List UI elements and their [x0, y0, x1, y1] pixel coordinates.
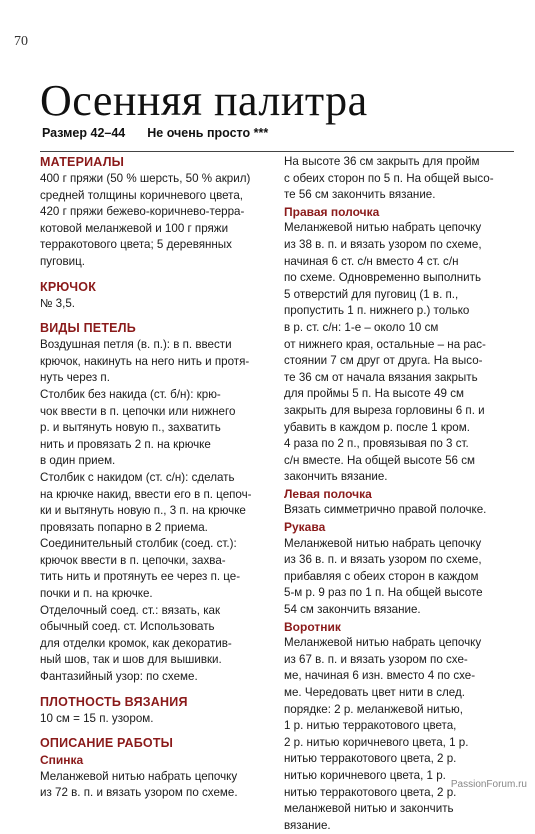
density-text: 10 см = 15 п. узором.: [40, 711, 154, 725]
text-line: Соединительный столбик (соед. ст.):: [40, 537, 237, 551]
right-front-heading: Правая полочка: [284, 204, 380, 219]
text-line: чок ввести в п. цепочки или нижнего: [40, 404, 236, 418]
sleeve-heading: Рукава: [284, 520, 326, 535]
text-line: нуть через п.: [40, 371, 110, 385]
back-heading: Спинка: [40, 753, 84, 768]
text-line: 400 г пряжи (50 % шерсть, 50 % акрил): [40, 172, 251, 185]
text-line: по схеме. Одновременно выполнить: [284, 271, 482, 285]
left-column: [40, 154, 275, 802]
text-line: крючок ввести в п. цепочки, захва-: [40, 553, 226, 567]
text-line: на крючке накид, ввести его в п. цепоч-: [40, 487, 252, 501]
text-line: закончить вязание.: [284, 470, 388, 484]
text-line: с/н вместе. На общей высоте 56 см: [284, 453, 475, 467]
text-line: 5-м р. 9 раз по 1 п. На общей высоте: [284, 586, 483, 600]
text-line: для проймы 5 п. На высоте 49 см: [284, 387, 464, 401]
text-line: те 56 см закончить вязание.: [284, 188, 436, 202]
text-line: из 36 в. п. и вязать узором по схеме,: [284, 553, 482, 567]
text-line: Меланжевой нитью набрать цепочку: [284, 536, 482, 550]
text-line: крючок, накинуть на него нить и протя-: [40, 354, 250, 368]
text-line: ме. Чередовать цвет нити в след.: [284, 686, 465, 699]
text-line: для отделки кромок, как декоратив-: [40, 636, 232, 650]
text-line: закрыть для выреза горловины 6 п. и: [284, 403, 485, 417]
text-line: нитью терракотового цвета, 2 р.: [284, 752, 457, 766]
text-line: нить и провязать 2 п. на крючке: [40, 437, 211, 451]
text-line: 5 отверстий для пуговиц (1 в. п.,: [284, 287, 459, 301]
text-line: меланжевой нитью и закончить: [284, 802, 454, 816]
back-text-continued: [284, 154, 524, 204]
back-text: [40, 769, 275, 802]
text-line: ки и вытянуть новую п., 3 п. на крючке: [40, 504, 246, 518]
text-line: нитью коричневого цвета, 1 р.: [284, 768, 446, 782]
work-description-heading: ОПИСАНИЕ РАБОТЫ: [40, 736, 174, 751]
text-line: порядке: 2 р. меланжевой нитью,: [284, 702, 463, 716]
text-line: те 36 см от начала вязания закрыть: [284, 370, 478, 384]
difficulty-label: Не очень просто ***: [147, 126, 269, 140]
density-heading: ПЛОТНОСТЬ ВЯЗАНИЯ: [40, 694, 188, 709]
left-front-heading: Левая полочка: [284, 486, 372, 501]
hook-heading: КРЮЧОК: [40, 279, 97, 294]
text-line: пуговиц.: [40, 254, 85, 268]
pattern-meta: [42, 126, 268, 140]
text-line: 4 раза по 2 п., провязывая по 3 ст.: [284, 437, 469, 451]
text-line: Меланжевой нитью набрать цепочку: [40, 769, 238, 783]
text-line: ный шов, так и шов для вышивки.: [40, 653, 222, 667]
hook-text: № 3,5.: [40, 296, 75, 310]
stitches-heading: ВИДЫ ПЕТЕЛЬ: [40, 321, 136, 336]
text-line: в р. ст. с/н: 1-е – около 10 см: [284, 320, 439, 334]
text-line: с обеих сторон по 5 п. На общей высо-: [284, 171, 494, 185]
text-line: 2 р. нитью коричневого цвета, 1 р.: [284, 735, 469, 749]
materials-text: [40, 171, 275, 271]
text-line: от нижнего края, остальные – на рас-: [284, 337, 486, 351]
text-line: Фантазийный узор: по схеме.: [40, 670, 198, 684]
sleeve-text: [284, 536, 524, 619]
text-line: вязание.: [284, 818, 331, 832]
left-front-text: Вязать симметрично правой полочке.: [284, 503, 487, 517]
text-line: Воздушная петля (в. п.): в п. ввести: [40, 338, 232, 352]
text-line: ме, начиная 6 изн. вместо 4 по схе-: [284, 669, 476, 683]
text-line: На высоте 36 см закрыть для пройм: [284, 155, 480, 168]
text-line: котовой меланжевой и 100 г пряжи: [40, 221, 229, 235]
text-line: Меланжевой нитью набрать цепочку: [284, 221, 482, 235]
collar-text: [284, 635, 524, 834]
text-line: начиная 6 ст. с/н вместо 4 ст. с/н: [284, 254, 459, 268]
text-line: 1 р. нитью терракотового цвета,: [284, 719, 457, 733]
right-column: [284, 154, 524, 834]
page-number: 70: [14, 34, 28, 49]
text-line: почки и п. на крючке.: [40, 587, 153, 601]
size-label: Размер 42–44: [42, 126, 126, 140]
stitches-text: [40, 337, 275, 685]
text-line: Столбик без накида (ст. б/н): крю-: [40, 387, 221, 401]
right-front-text: [284, 220, 524, 486]
materials-heading: МАТЕРИАЛЫ: [40, 155, 125, 169]
text-line: тить нить и протянуть ее через п. це-: [40, 570, 241, 584]
text-line: прибавляя с обеих сторон в каждом: [284, 569, 479, 583]
text-line: Отделочный соед. ст.: вязать, как: [40, 603, 221, 617]
text-line: из 72 в. п. и вязать узором по схеме.: [40, 786, 238, 800]
text-line: стоянии 7 см друг от друга. На высо-: [284, 354, 483, 368]
page-title: Осенняя палитра: [40, 76, 368, 125]
collar-heading: Воротник: [284, 619, 341, 634]
text-line: 54 см закончить вязание.: [284, 603, 421, 617]
text-line: провязать попарно в 2 приема.: [40, 520, 208, 534]
text-line: обычный соед. ст. Использовать: [40, 620, 215, 634]
watermark: PassionForum.ru: [450, 779, 527, 790]
text-line: р. и вытянуть новую п., захватить: [40, 421, 221, 435]
text-line: 420 г пряжи бежево-коричнево-терра-: [40, 205, 245, 219]
text-line: пропустить 1 п. нижнего р.) только: [284, 304, 470, 318]
text-line: убавить в каждом р. после 1 кром.: [284, 420, 470, 434]
text-line: Меланжевой нитью набрать цепочку: [284, 636, 482, 650]
text-line: средней толщины коричневого цвета,: [40, 188, 244, 202]
header-divider: [40, 151, 514, 152]
text-line: из 38 в. п. и вязать узором по схеме,: [284, 237, 482, 251]
text-line: Столбик с накидом (ст. с/н): сделать: [40, 470, 235, 484]
text-line: терракотового цвета; 5 деревянных: [40, 238, 232, 252]
text-line: из 67 в. п. и вязать узором по схе-: [284, 652, 468, 666]
text-line: нитью терракотового цвета, 2 р.: [284, 785, 457, 799]
text-line: в один прием.: [40, 454, 116, 468]
